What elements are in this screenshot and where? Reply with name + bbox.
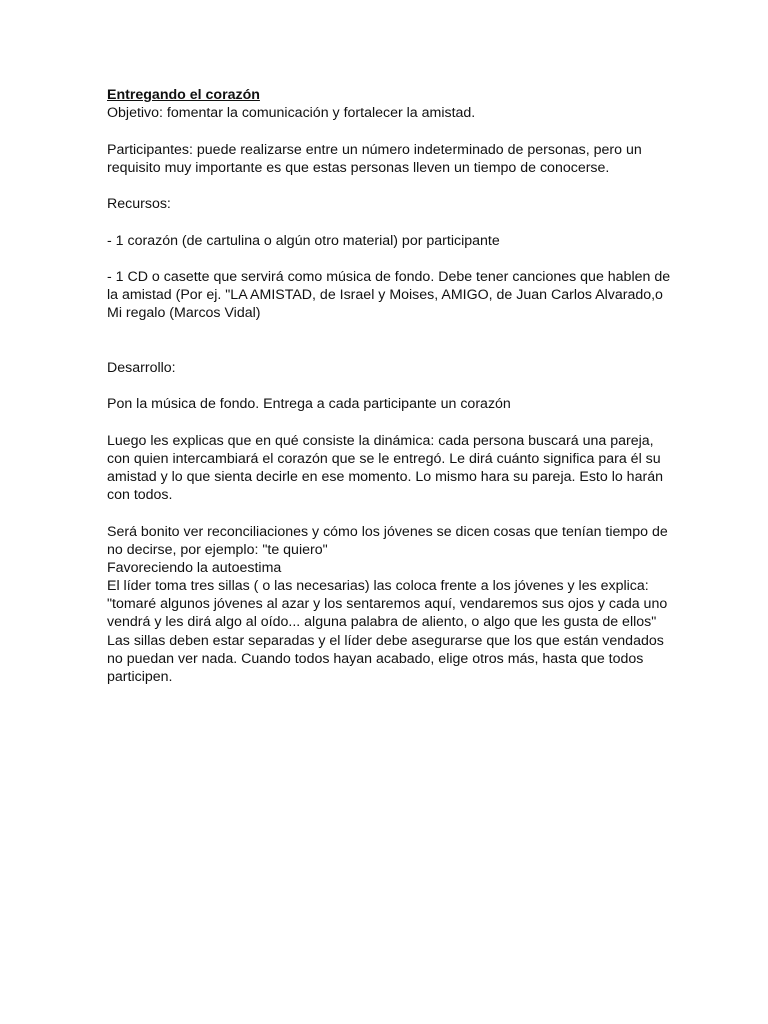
- subheading-autoestima: Favoreciendo la autoestima: [107, 559, 282, 576]
- development-paragraph-3-line-6: vendrá y les dirá algo al oído... alguna palabra de aliento, o algo que les gusta de ellos": [107, 614, 657, 631]
- development-paragraph-3-line-8: no puedan ver nada. Cuando todos hayan acabado, elige otros más, hasta que todos: [107, 650, 644, 667]
- resource-item-1: - 1 corazón (de cartulina o algún otro material) por participante: [107, 232, 500, 249]
- development-paragraph-3-line-1: Será bonito ver reconciliaciones y cómo los jóvenes se dicen cosas que tenían tiempo de: [107, 523, 668, 540]
- development-paragraph-2-line-1: Luego les explicas que en qué consiste la dinámica: cada persona buscará una pareja,: [107, 432, 654, 449]
- development-paragraph-3-line-5: "tomaré algunos jóvenes al azar y los sentaremos aquí, vendaremos sus ojos y cada uno: [107, 596, 668, 613]
- development-paragraph-2-line-4: con todos.: [107, 487, 173, 504]
- resource-item-2-line-3: Mi regalo (Marcos Vidal): [107, 305, 261, 322]
- paragraph-gap: [107, 341, 667, 359]
- participants-line-2: requisito muy importante es que estas personas lleven un tiempo de conocerse.: [107, 159, 610, 176]
- development-paragraph-3-line-2: no decirse, por ejemplo: "te quiero": [107, 541, 328, 558]
- resources-heading: Recursos:: [107, 196, 171, 213]
- development-paragraph-2-line-3: amistad y lo que sienta decirle en ese momento. Lo mismo hara su pareja. Esto lo harán: [107, 468, 663, 485]
- paragraph-gap: [107, 322, 667, 340]
- development-paragraph-1: Pon la música de fondo. Entrega a cada participante un corazón: [107, 396, 511, 413]
- development-paragraph-3-line-9: participen.: [107, 669, 173, 685]
- development-paragraph-3-line-4: El líder toma tres sillas ( o las necesarias) las coloca frente a los jóvenes y les explica:: [107, 578, 649, 595]
- paragraph-gap: [107, 504, 667, 522]
- participants-line-1: Participantes: puede realizarse entre un número indeterminado de personas, pero un: [107, 141, 642, 158]
- development-paragraph-3-line-7: Las sillas deben estar separadas y el líder debe asegurarse que los que están vendados: [107, 632, 664, 649]
- development-heading: Desarrollo:: [107, 359, 176, 376]
- paragraph-gap: [107, 377, 667, 395]
- paragraph-gap: [107, 122, 667, 140]
- paragraph-gap: [107, 213, 667, 231]
- paragraph-gap: [107, 177, 667, 195]
- document-title: Entregando el corazón: [107, 87, 260, 103]
- document-body: [107, 86, 671, 686]
- resource-item-2-line-2: la amistad (Por ej. "LA AMISTAD, de Israel y Moises, AMIGO, de Juan Carlos Alvarado,o: [107, 287, 663, 304]
- paragraph-gap: [107, 250, 667, 268]
- paragraph-gap: [107, 413, 667, 431]
- development-paragraph-2-line-2: con quien intercambiará el corazón que se le entregó. Le dirá cuánto significa para él su: [107, 450, 661, 467]
- resource-item-2-line-1: - 1 CD o casette que servirá como música de fondo. Debe tener canciones que hablen de: [107, 268, 671, 285]
- objective-text: Objetivo: fomentar la comunicación y fortalecer la amistad.: [107, 105, 476, 122]
